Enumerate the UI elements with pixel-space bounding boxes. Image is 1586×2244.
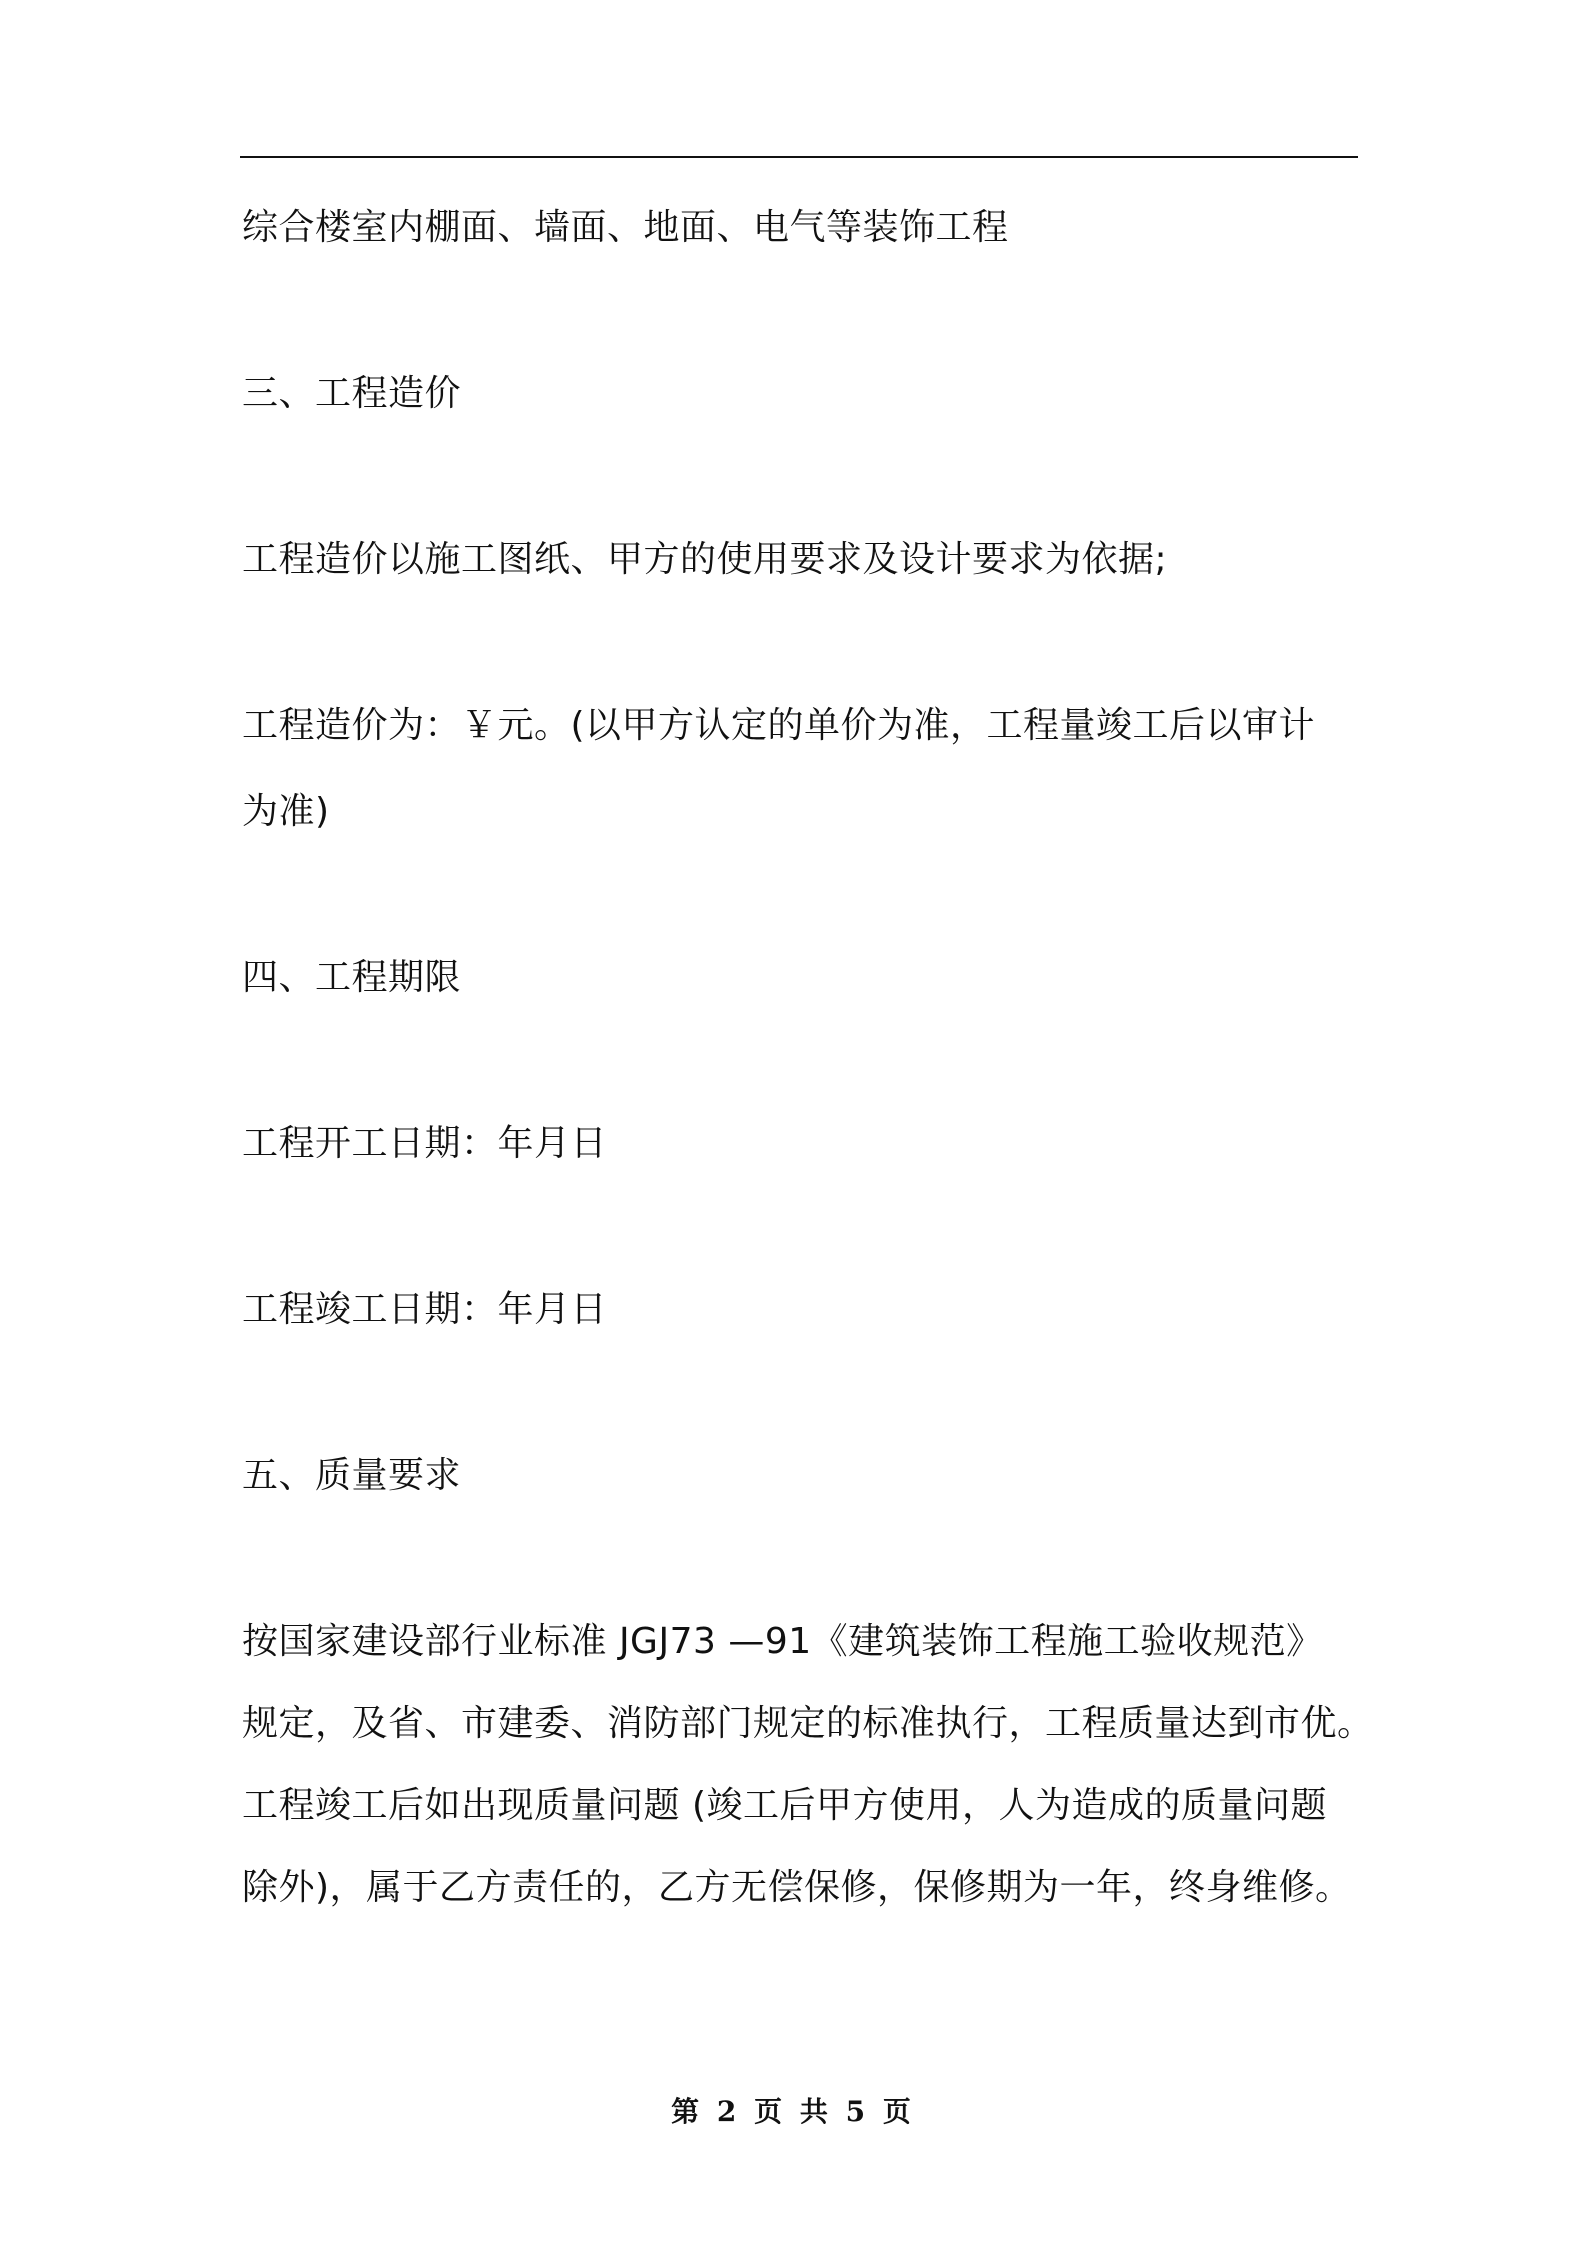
section-heading-period: 四、工程期限 [242,957,462,998]
cost-amount-text-cont: 为准) [242,791,330,832]
quality-text-line-4: 除外)，属于乙方责任的，乙方无偿保修，保修期为一年，终身维修。 [242,1867,1352,1908]
quality-text-line-2: 规定，及省、市建委、消防部门规定的标准执行，工程质量达到市优。 [242,1703,1374,1744]
page-footer: 第 2 页 共 5 页 [671,2095,915,2128]
cost-amount-text: 工程造价为：￥元。(以甲方认定的单价为准，工程量竣工后以审计 [242,705,1316,746]
section-heading-quality: 五、质量要求 [242,1455,462,1496]
start-date-text: 工程开工日期：年月日 [242,1123,608,1164]
header-rule [240,156,1358,158]
quality-text-line-1: 按国家建设部行业标准 JGJ73 —91《建筑装饰工程施工验收规范》 [242,1621,1323,1662]
project-scope-text: 综合楼室内棚面、墙面、地面、电气等装饰工程 [242,207,1009,248]
quality-text-line-3: 工程竣工后如出现质量问题 (竣工后甲方使用，人为造成的质量问题 [242,1785,1327,1826]
completion-date-text: 工程竣工日期：年月日 [242,1289,608,1330]
cost-basis-text: 工程造价以施工图纸、甲方的使用要求及设计要求为依据; [242,539,1168,580]
section-heading-cost: 三、工程造价 [242,373,462,414]
